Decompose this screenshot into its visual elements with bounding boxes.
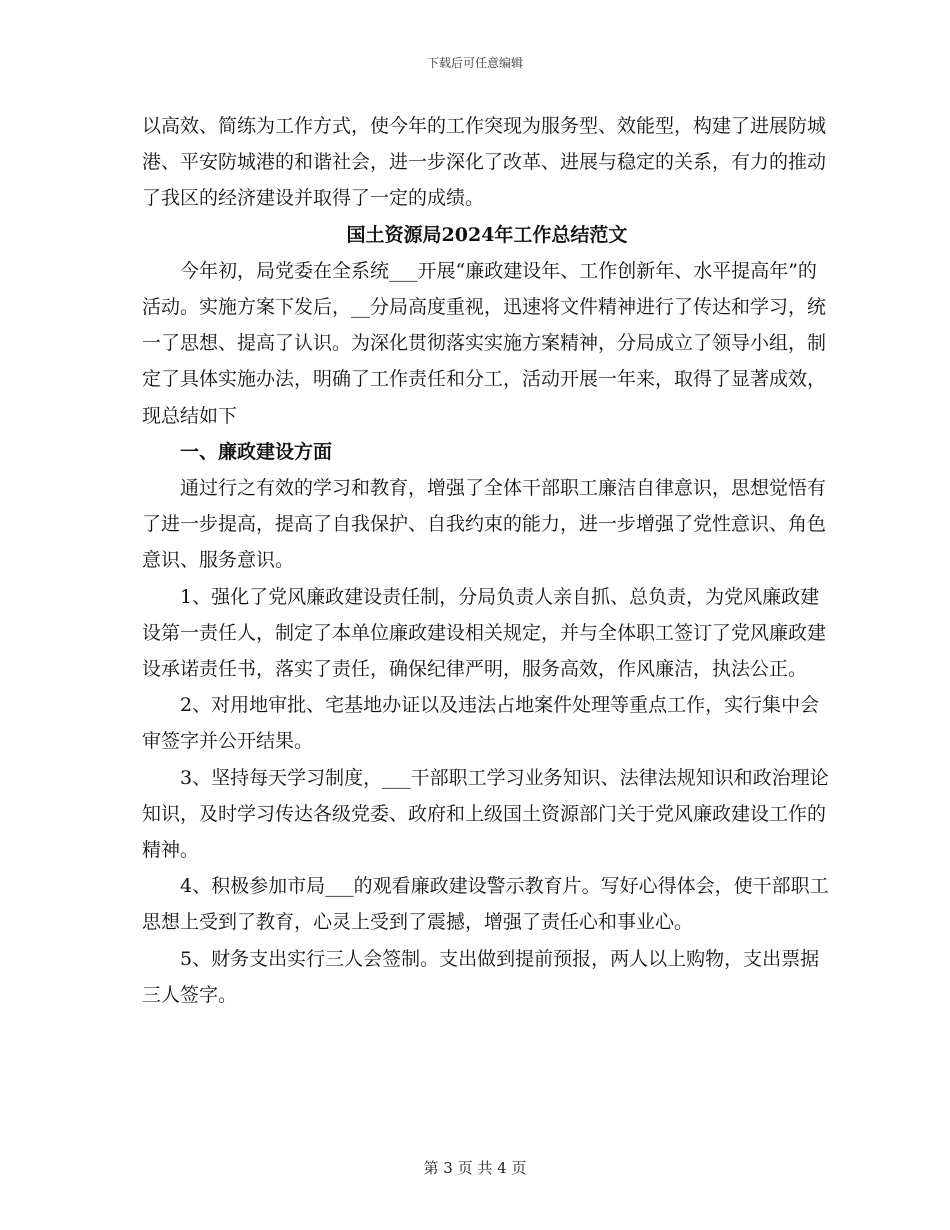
document-title: 国土资源局2024年工作总结范文 xyxy=(346,223,628,246)
list-item-2: 2、对用地审批、宅基地办证以及违法占地案件处理等重点工作，实行集中会审签字并公开结果。 xyxy=(142,694,820,753)
section-heading: 一、廉政建设方面 xyxy=(180,440,333,463)
list-item-1: 1、强化了党风廉政建设责任制，分局负责人亲自抓、总负责，为党风廉政建设第一责任人，制定了本单位廉政建设相关规定，并与全体职工签订了党风廉政建设承诺责任书，落实了责任，确保纪律严明，服务高效，作风廉洁，执法公正。 xyxy=(142,585,827,681)
page-number-footer: 第 3 页 共 4 页 xyxy=(423,1159,527,1177)
header-note: 下载后可任意编辑 xyxy=(426,56,523,70)
list-item-3: 3、坚持每天学习制度，___干部职工学习业务知识、法律法规知识和政治理论知识，及时学习传达各级党委、政府和上级国土资源部门关于党风廉政建设工作的精神。 xyxy=(142,766,829,862)
list-item-5: 5、财务支出实行三人会签制。支出做到提前预报，两人以上购物，支出票据三人签字。 xyxy=(142,947,820,1006)
section-intro-paragraph: 通过行之有效的学习和教育，增强了全体干部职工廉洁自律意识，思想觉悟有了进一步提高，提高了自我保护、自我约束的能力，进一步增强了党性意识、角色意识、服务意识。 xyxy=(142,477,827,572)
list-item-4: 4、积极参加市局___的观看廉政建设警示教育片。写好心得体会，使干部职工思想上受到了教育，心灵上受到了震撼，增强了责任心和事业心。 xyxy=(142,875,829,934)
intro-paragraph: 以高效、简练为工作方式，使今年的工作突现为服务型、效能型，构建了进展防城港、平安防城港的和谐社会，进一步深化了改革、进展与稳定的关系，有力的推动了我区的经济建设并取得了一定的成绩。 xyxy=(142,115,827,210)
opening-paragraph: 今年初，局党委在全系统___开展“廉政建设年、工作创新年、水平提高年”的活动。实施方案下发后，__分局高度重视，迅速将文件精神进行了传达和学习，统一了思想、提高了认识。为深化贯彻落实实施方案精神，分局成立了领导小组，制定了具体实施办法，明确了工作责任和分工，活动开展一年来，取得了显著成效，现总结如下 xyxy=(142,259,827,427)
document-body xyxy=(142,108,832,1013)
